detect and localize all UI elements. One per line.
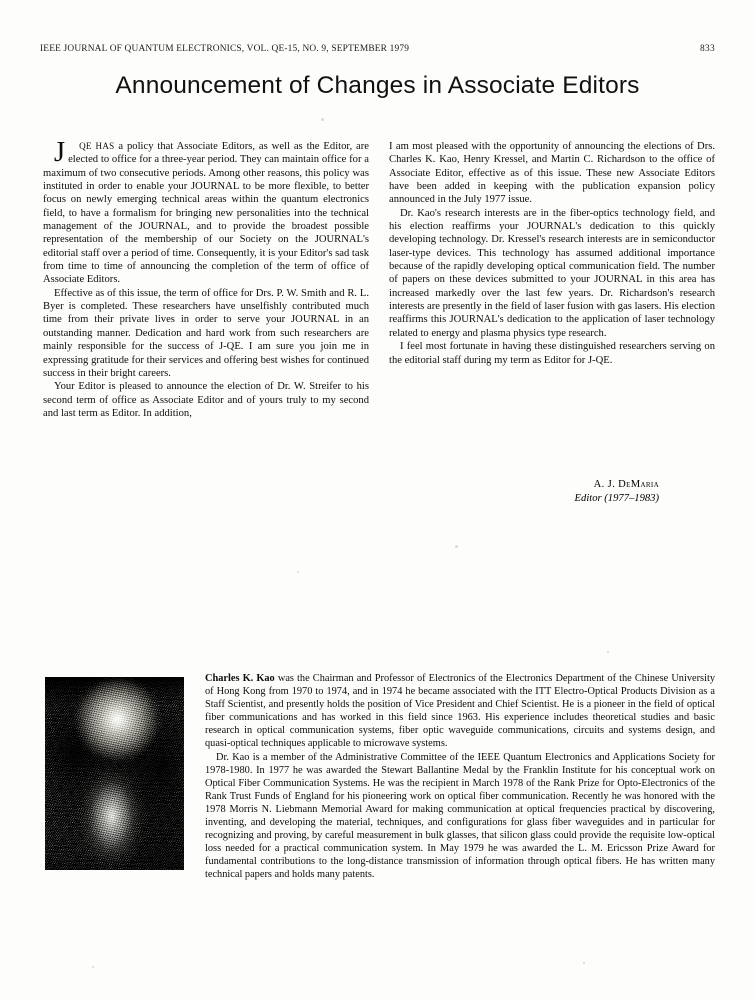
biography-paragraph-1-text: was the Chairman and Professor of Electronics of the Electronics Department of the Chinese University of Hong Kong from 1970 to 1974, and in 1974 he became associated with the ITT Electro-Optical Products Division as a Staff Scientist, and presently holds the position of Vice President and Chief Scientist. He is a pioneer in the field of optical fiber communications and has worked in this field since 1963. His experience includes theoretical studies and basic research in optical communication systems, fiber optic waveguide communications, circuits and systems design, and quasi-optical techniques applicable to microwave systems. [205, 673, 715, 750]
paragraph-right-3: I feel most fortunate in having these distinguished researchers serving on the editorial staff during my term as Editor for J-QE. [389, 341, 715, 366]
portrait-photo [45, 677, 184, 870]
biography-paragraph-2: Dr. Kao is a member of the Administrative Committee of the IEEE Quantum Electronics and Applications Society for 1978-1980. In 1977 he was awarded the Stewart Ballantine Medal by the Franklin Institute for his conceptual work on Optical Fiber Communication Systems. He was the recipient in March 1978 of the Rank Prize for Opto-Electronics of the Rank Trust Funds of England for his pioneering work on optical fiber communication. Recently he was honored with the 1978 Morris N. Liebmann Memorial Award for making communication at optical frequencies practical by discovering, inventing, and developing the material, techniques, and configurations for glass fiber waveguides and in particular for recognizing and proving, by careful measurement in bulk glasses, that silicon glass could provide the requisite low-optical loss needed for a practical communication system. In May 1979 he was awarded the L. M. Ericsson Prize Award for fundamental contributions to the long-distance transmission of information through optical fibers. He has written many technical papers and holds many patents. [205, 751, 715, 881]
paragraph-lead-caps: QE HAS [79, 141, 115, 151]
scan-artifact-speck [297, 571, 299, 573]
running-head [40, 44, 715, 58]
page-number: 833 [700, 44, 715, 54]
signature-role: Editor (1977–1983) [574, 493, 659, 504]
signature-name: A. J. DeMaria [593, 479, 659, 490]
scan-artifact-speck [455, 545, 458, 548]
page-title: Announcement of Changes in Associate Editors [115, 72, 640, 99]
signature-block [346, 478, 672, 506]
drop-cap-letter: J [54, 137, 66, 168]
running-head-text: IEEE JOURNAL OF QUANTUM ELECTRONICS, VOL. QE-15, NO. 9, SEPTEMBER 1979 [40, 44, 410, 54]
scan-artifact-speck [321, 118, 324, 121]
body-column-left [43, 137, 369, 420]
paragraph-right-2: Dr. Kao's research interests are in the fiber-optics technology field, and his election reaffirms your JOURNAL's dedication to this quickly developing technology. Dr. Kressel's research interests are in semiconductor laser-type devices. This technology has assumed additional importance because of the rapidly developing optical communication field. The number of papers on these devices submitted to your JOURNAL in this area has increased markedly over the last few years. Dr. Richardson's research interests are presently in the field of laser fusion with gas lasers. His election reaffirms this JOURNAL's dedication to the application of laser technology related to energy and plasma physics type research. [389, 207, 715, 339]
biography-subject-name: Charles K. Kao [205, 673, 275, 684]
paragraph-intro-text: a policy that Associate Editors, as well as the Editor, are elected to office for a three-year period. They can maintain office for a maximum of two consecutive periods. Among other reasons, this policy was instituted in order to enable your JOURNAL to be more flexible, to better focus on newly emerging technical areas within the quantum electronics field, to have a formalism for bringing new personalities into the technical management of the JOURNAL, and to provide the broadest possible representation of the membership of our Society on the JOURNAL's editorial staff over a period of time. Consequently, it is your Editor's sad task from time to time of announcing the completion of the term of office of Associate Editors. [43, 141, 369, 286]
scan-artifact-speck [92, 966, 94, 968]
body-column-right [389, 140, 715, 367]
biography-block [43, 672, 715, 882]
paragraph-left-2: Effective as of this issue, the term of office for Drs. P. W. Smith and R. L. Byer is completed. These researchers have unselfishly contributed much time from their private lives in order to serve your JOURNAL in an outstanding manner. Dedication and hard work from such researchers are mainly responsible for the success of J-QE. I am sure you join me in expressing gratitude for their services and offering best wishes for continued success in their bright careers. [43, 287, 369, 379]
paragraph-right-1: I am most pleased with the opportunity of announcing the elections of Drs. Charles K. Kao, Henry Kressel, and Martin C. Richardson to the office of Associate Editor, effective as of this issue. These new Associate Editors have been added in keeping with the publication expansion policy announced in the July 1977 issue. [389, 141, 715, 206]
scan-artifact-speck [607, 651, 609, 653]
paragraph-intro [43, 137, 369, 287]
scan-artifact-speck [583, 962, 585, 964]
paragraph-left-3: Your Editor is pleased to announce the election of Dr. W. Streifer to his second term of office as Associate Editor and of yours truly to my second and last term as Editor. In addition, [43, 381, 369, 419]
